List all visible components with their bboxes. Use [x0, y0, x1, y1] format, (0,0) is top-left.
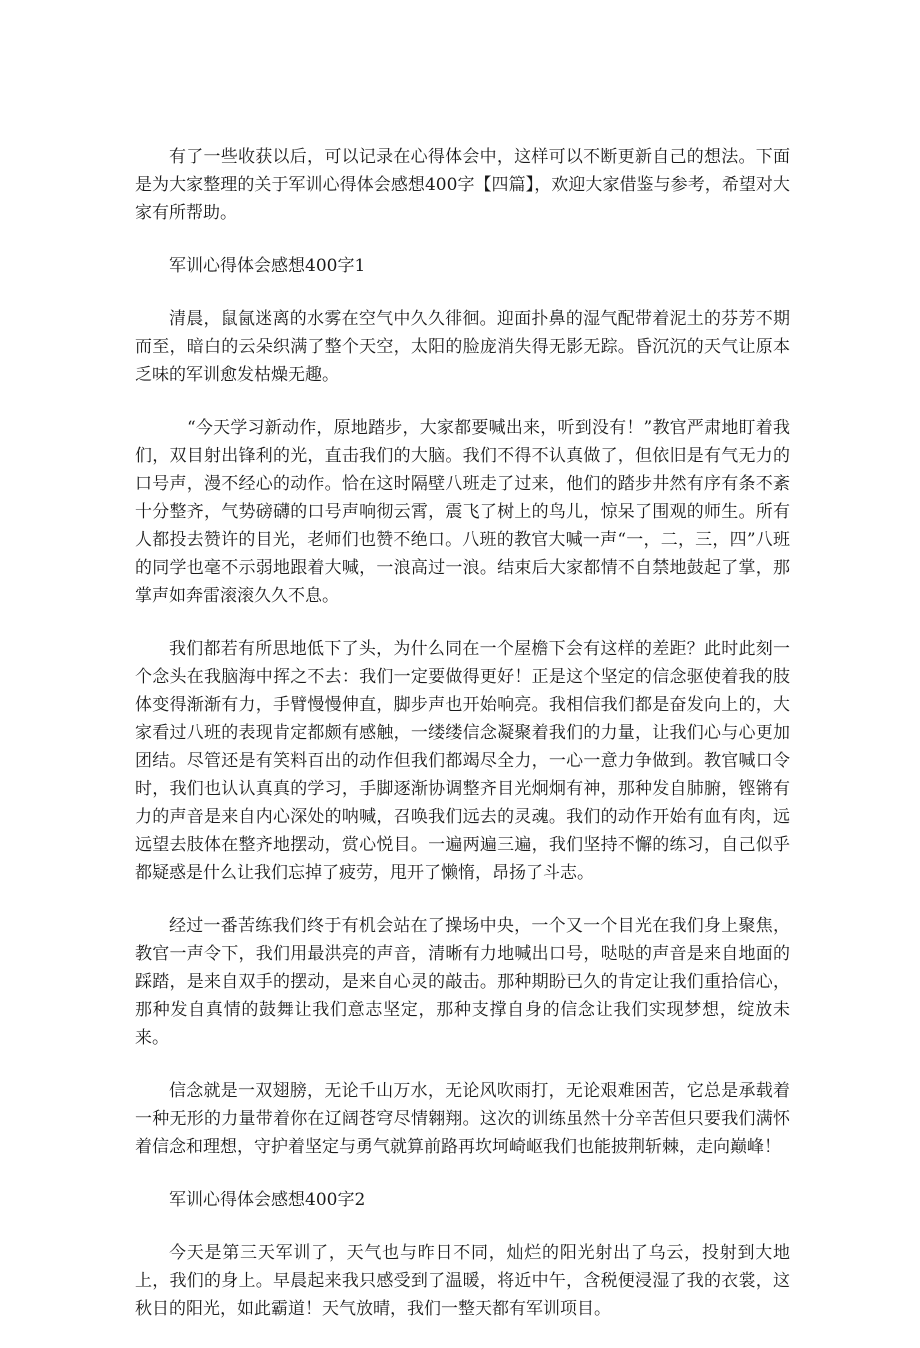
paragraph-4: 经过一番苦练我们终于有机会站在了操场中央，一个又一个目光在我们身上聚焦，教官一声令下，我们用最洪亮的声音，清晰有力地喊出口号，哒哒的声音是来自地面的踩踏，是来自双手的摆动，是来自心灵的敲击。那种期盼已久的肯定让我们重拾信心，那种发自真情的鼓舞让我们意志坚定，那种支撑自身的信念让我们实现梦想，绽放未来。: [135, 916, 790, 1048]
paragraph-5: 信念就是一双翅膀，无论千山万水，无论风吹雨打，无论艰难困苦，它总是承载着一种无形的力量带着你在辽阔苍穹尽情翱翔。这次的训练虽然十分辛苦但只要我们满怀着信念和理想，守护着坚定与勇气就算前路再坎坷崎岖我们也能披荆斩棘，走向巅峰！: [135, 1081, 790, 1157]
paragraph-3: 我们都若有所思地低下了头，为什么同在一个屋檐下会有这样的差距？此时此刻一个念头在我脑海中挥之不去：我们一定要做得更好！正是这个坚定的信念驱使着我的肢体变得渐渐有力，手臂慢慢伸直，脚步声也开始响亮。我相信我们都是奋发向上的，大家看过八班的表现肯定都颇有感触，一缕缕信念凝聚着我们的力量，让我们心与心更加团结。尽管还是有笑料百出的动作但我们都竭尽全力，一心一意力争做到。教官喊口令时，我们也认认真真的学习，手脚逐渐协调整齐目光炯炯有神，那种发自肺腑，铿锵有力的声音是来自内心深处的呐喊，召唤我们远去的灵魂。我们的动作开始有血有肉，远远望去肢体在整齐地摆动，赏心悦目。一遍两遍三遍，我们坚持不懈的练习，自己似乎都疑惑是什么让我们忘掉了疲劳，甩开了懒惰，昂扬了斗志。: [135, 639, 790, 883]
paragraph-1: 清晨，鼠氤迷离的水雾在空气中久久徘徊。迎面扑鼻的湿气配带着泥土的芬芳不期而至，暗白的云朵织满了整个天空，太阳的脸庞消失得无影无踪。昏沉沉的天气让原本乏味的军训愈发枯燥无趣。: [135, 309, 790, 385]
section-heading-2: 军训心得体会感想400字2: [169, 1190, 366, 1210]
document-body: [135, 143, 790, 1348]
intro-paragraph: 有了一些收获以后，可以记录在心得体会中，这样可以不断更新自己的想法。下面是为大家整理的关于军训心得体会感想400字【四篇】，欢迎大家借鉴与参考，希望对大家有所帮助。: [135, 147, 790, 223]
paragraph-2: “今天学习新动作，原地踏步，大家都要喊出来，听到没有！”教官严肃地盯着我们，双目射出锋利的光，直击我们的大脑。我们不得不认真做了，但依旧是有气无力的口号声，漫不经心的动作。恰在这时隔壁八班走了过来，他们的踏步井然有序有条不紊十分整齐，气势磅礴的口号声响彻云霄，震飞了树上的鸟儿，惊呆了围观的师生。所有人都投去赞许的目光，老师们也赞不绝口。八班的教官大喊一声“一，二，三，四”八班的同学也毫不示弱地跟着大喊，一浪高过一浪。结束后大家都情不自禁地鼓起了掌，那掌声如奔雷滚滚久久不息。: [135, 418, 790, 606]
paragraph-6: 今天是第三天军训了，天气也与昨日不同，灿烂的阳光射出了乌云，投射到大地上，我们的身上。早晨起来我只感受到了温暖，将近中午，含税便浸湿了我的衣裳，这秋日的阳光，如此霸道！天气放晴，我们一整天都有军训项目。: [135, 1243, 790, 1319]
section-heading-1: 军训心得体会感想400字1: [169, 256, 366, 276]
